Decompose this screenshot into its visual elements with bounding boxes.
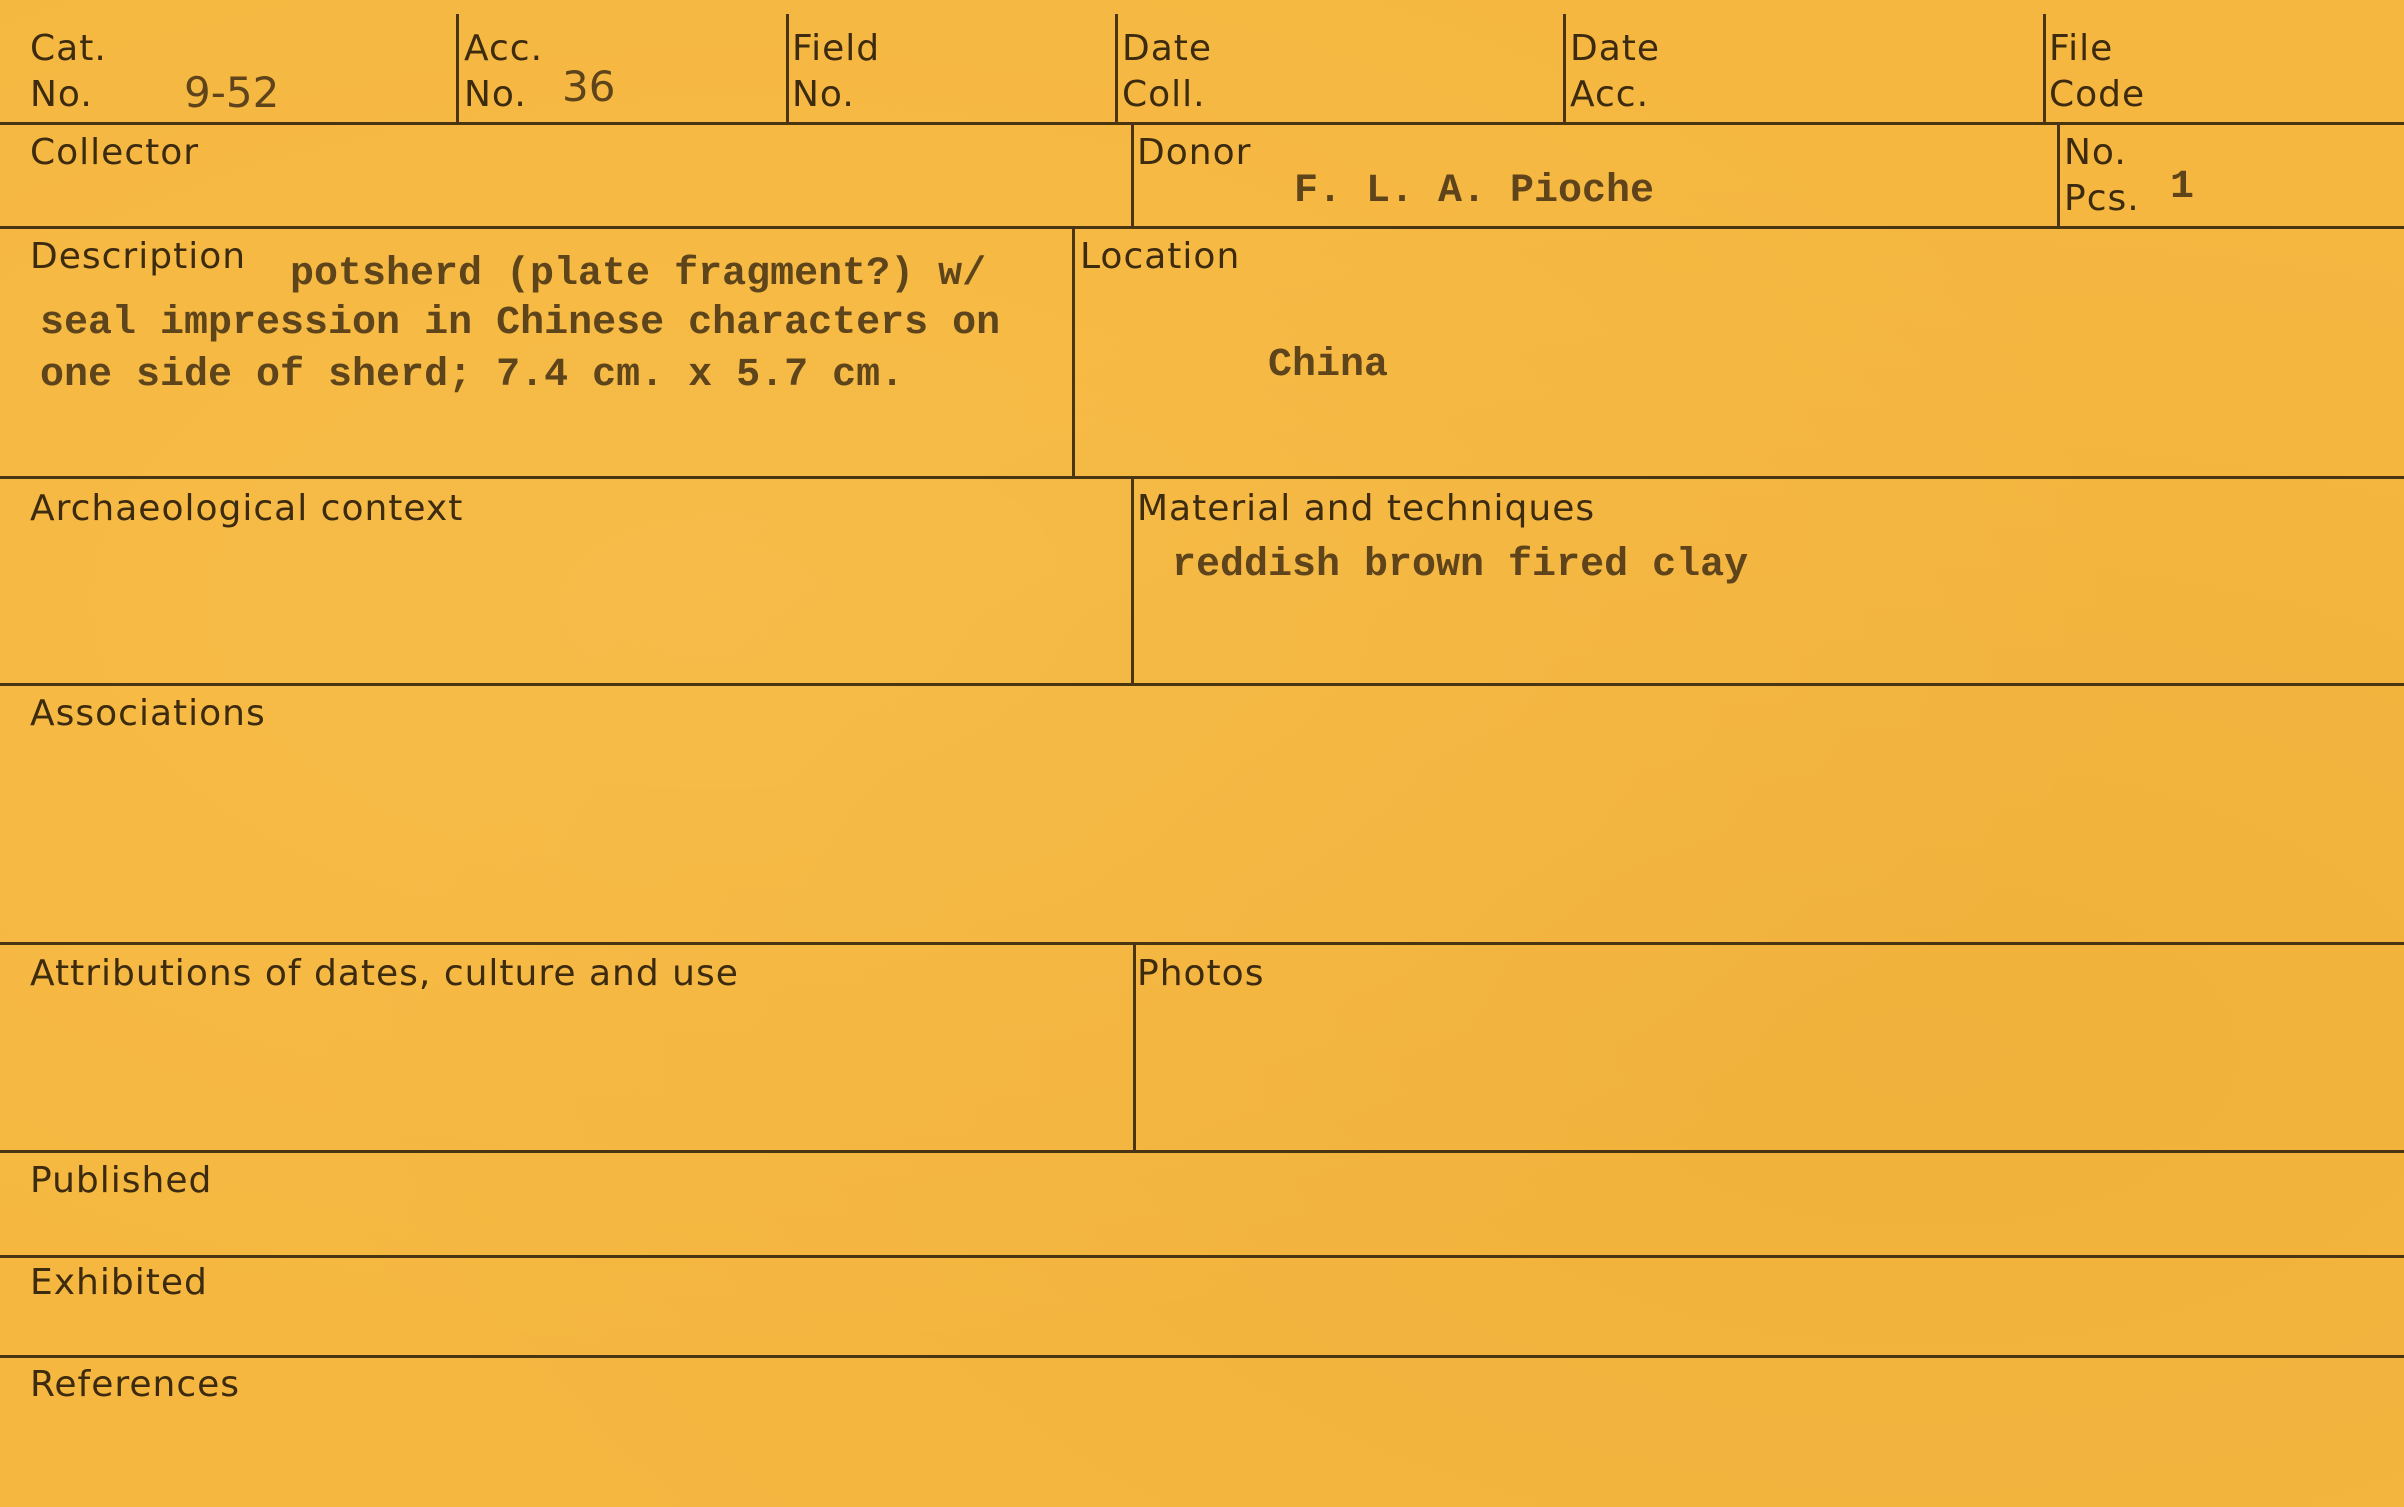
rule-associations-bottom xyxy=(0,942,2404,945)
rule-v-context-material xyxy=(1131,476,1134,685)
rule-v-field-datecoll xyxy=(1115,14,1118,124)
rule-v-acc-field xyxy=(786,14,789,124)
rule-published-bottom xyxy=(0,1255,2404,1258)
photos-label: Photos xyxy=(1137,953,1265,994)
rule-v-collector-donor xyxy=(1131,122,1134,228)
location-value: China xyxy=(1268,343,1389,388)
attributions-label: Attributions of dates, culture and use xyxy=(30,953,739,994)
date-coll-label-line2: Coll. xyxy=(1122,74,1206,115)
collector-label: Collector xyxy=(30,132,200,173)
rule-attributions-bottom xyxy=(0,1150,2404,1153)
date-acc-label-line1: Date xyxy=(1570,28,1661,69)
file-code-label-line2: Code xyxy=(2049,74,2146,115)
field-no-label-line2: No. xyxy=(792,74,855,115)
description-line2: seal impression in Chinese characters on xyxy=(40,301,1001,346)
rule-v-donor-pcs xyxy=(2057,122,2060,228)
description-label: Description xyxy=(30,236,247,277)
rule-v-datecoll-dateacc xyxy=(1563,14,1566,124)
rule-v-cat-acc xyxy=(456,14,459,124)
location-label: Location xyxy=(1080,236,1241,277)
acc-no-label-line2: No. xyxy=(464,74,527,115)
description-line1: potsherd (plate fragment?) w/ xyxy=(290,252,987,297)
rule-context-bottom xyxy=(0,683,2404,686)
material-value: reddish brown fired clay xyxy=(1172,543,1749,588)
no-pcs-label-line2: Pcs. xyxy=(2064,178,2140,219)
acc-no-label-line1: Acc. xyxy=(464,28,544,69)
rule-exhibited-bottom xyxy=(0,1355,2404,1358)
date-acc-label-line2: Acc. xyxy=(1570,74,1650,115)
donor-value: F. L. A. Pioche xyxy=(1294,169,1655,214)
no-pcs-label-line1: No. xyxy=(2064,132,2127,173)
acc-no-value: 36 xyxy=(562,62,616,111)
file-code-label-line1: File xyxy=(2049,28,2114,69)
published-label: Published xyxy=(30,1160,213,1201)
donor-label: Donor xyxy=(1137,132,1252,173)
cat-no-label-line1: Cat. xyxy=(30,28,107,69)
rule-collector-bottom xyxy=(0,226,2404,229)
rule-v-dateacc-filecode xyxy=(2043,14,2046,124)
references-label: References xyxy=(30,1364,241,1405)
archaeological-context-label: Archaeological context xyxy=(30,488,464,529)
rule-v-description-location xyxy=(1072,226,1075,478)
no-pcs-value: 1 xyxy=(2170,165,2195,210)
description-line3: one side of sherd; 7.4 cm. x 5.7 cm. xyxy=(40,353,905,398)
rule-v-attributions-photos xyxy=(1133,942,1136,1152)
cat-no-value: 9-52 xyxy=(184,68,280,117)
rule-description-bottom xyxy=(0,476,2404,479)
exhibited-label: Exhibited xyxy=(30,1262,208,1303)
material-label: Material and techniques xyxy=(1137,488,1596,529)
date-coll-label-line1: Date xyxy=(1122,28,1213,69)
cat-no-label-line2: No. xyxy=(30,74,93,115)
field-no-label-line1: Field xyxy=(792,28,881,69)
associations-label: Associations xyxy=(30,693,266,734)
